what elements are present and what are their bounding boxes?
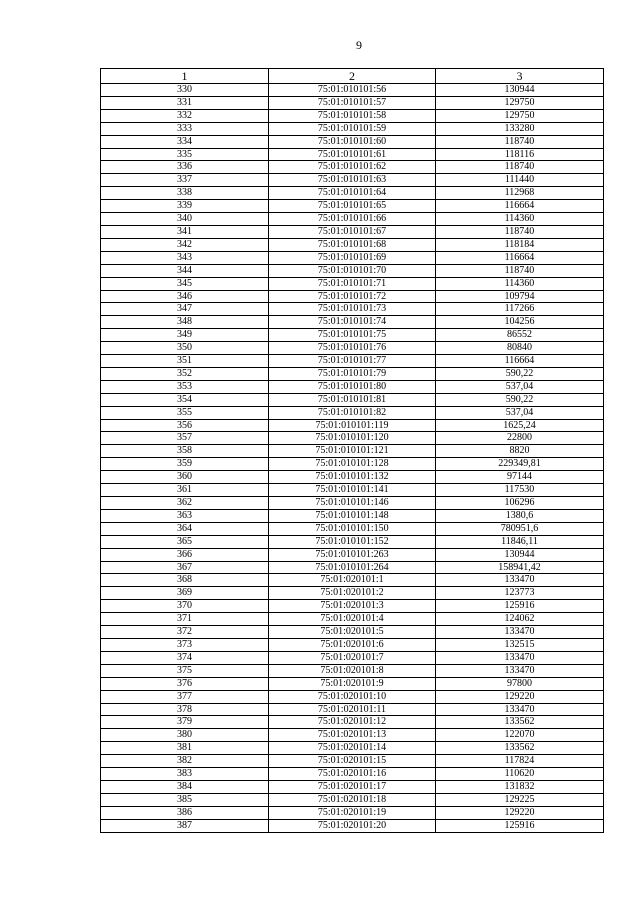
row-number-cell: 340 [101, 213, 269, 226]
value-cell: 118116 [436, 148, 604, 161]
row-number-cell: 383 [101, 768, 269, 781]
cadastral-number-cell: 75:01:020101:2 [269, 587, 436, 600]
cadastral-number-cell: 75:01:020101:1 [269, 574, 436, 587]
table-row [101, 755, 604, 768]
table-row [101, 264, 604, 277]
value-cell: 130944 [436, 548, 604, 561]
row-number-cell: 348 [101, 316, 269, 329]
cadastral-number-cell: 75:01:010101:81 [269, 393, 436, 406]
value-cell: 537,04 [436, 380, 604, 393]
row-number-cell: 344 [101, 264, 269, 277]
table-row [101, 355, 604, 368]
row-number-cell: 333 [101, 122, 269, 135]
cadastral-number-cell: 75:01:010101:74 [269, 316, 436, 329]
row-number-cell: 374 [101, 651, 269, 664]
value-cell: 8820 [436, 445, 604, 458]
value-cell: 130944 [436, 84, 604, 97]
table-row [101, 574, 604, 587]
cadastral-number-cell: 75:01:020101:12 [269, 716, 436, 729]
row-number-cell: 342 [101, 238, 269, 251]
value-cell: 537,04 [436, 406, 604, 419]
value-cell: 590,22 [436, 367, 604, 380]
cadastral-number-cell: 75:01:010101:75 [269, 329, 436, 342]
table-row [101, 664, 604, 677]
row-number-cell: 365 [101, 535, 269, 548]
row-number-cell: 385 [101, 793, 269, 806]
table-row [101, 458, 604, 471]
cadastral-number-cell: 75:01:010101:63 [269, 174, 436, 187]
cadastral-number-cell: 75:01:010101:56 [269, 84, 436, 97]
table-row [101, 703, 604, 716]
cadastral-number-cell: 75:01:010101:152 [269, 535, 436, 548]
value-cell: 118740 [436, 264, 604, 277]
row-number-cell: 355 [101, 406, 269, 419]
value-cell: 80840 [436, 342, 604, 355]
cadastral-number-cell: 75:01:010101:72 [269, 290, 436, 303]
cadastral-number-cell: 75:01:010101:73 [269, 303, 436, 316]
table-row [101, 200, 604, 213]
value-cell: 11846,11 [436, 535, 604, 548]
row-number-cell: 362 [101, 497, 269, 510]
cadastral-number-cell: 75:01:010101:59 [269, 122, 436, 135]
table-row [101, 84, 604, 97]
row-number-cell: 377 [101, 690, 269, 703]
cadastral-number-cell: 75:01:010101:60 [269, 135, 436, 148]
row-number-cell: 372 [101, 626, 269, 639]
value-cell: 125916 [436, 600, 604, 613]
row-number-cell: 360 [101, 471, 269, 484]
table-row [101, 148, 604, 161]
table-body [101, 84, 604, 833]
cadastral-number-cell: 75:01:010101:82 [269, 406, 436, 419]
value-cell: 129225 [436, 793, 604, 806]
value-cell: 106296 [436, 497, 604, 510]
row-number-cell: 359 [101, 458, 269, 471]
value-cell: 133470 [436, 703, 604, 716]
value-cell: 109794 [436, 290, 604, 303]
cadastral-number-cell: 75:01:010101:62 [269, 161, 436, 174]
value-cell: 129750 [436, 96, 604, 109]
table-row [101, 587, 604, 600]
row-number-cell: 334 [101, 135, 269, 148]
cadastral-number-cell: 75:01:010101:264 [269, 561, 436, 574]
table-row [101, 277, 604, 290]
table-row [101, 497, 604, 510]
value-cell: 116664 [436, 355, 604, 368]
table-row [101, 690, 604, 703]
row-number-cell: 349 [101, 329, 269, 342]
row-number-cell: 376 [101, 677, 269, 690]
value-cell: 112968 [436, 187, 604, 200]
row-number-cell: 341 [101, 225, 269, 238]
cadastral-number-cell: 75:01:010101:64 [269, 187, 436, 200]
cadastral-number-cell: 75:01:010101:120 [269, 432, 436, 445]
table-header-row [101, 69, 604, 84]
table-row [101, 806, 604, 819]
table-row [101, 729, 604, 742]
table-row [101, 613, 604, 626]
table-row [101, 535, 604, 548]
value-cell: 129750 [436, 109, 604, 122]
row-number-cell: 379 [101, 716, 269, 729]
table-row [101, 96, 604, 109]
row-number-cell: 331 [101, 96, 269, 109]
value-cell: 229349,81 [436, 458, 604, 471]
table-row [101, 316, 604, 329]
cadastral-number-cell: 75:01:020101:19 [269, 806, 436, 819]
table-row [101, 213, 604, 226]
table-row [101, 716, 604, 729]
table-row [101, 793, 604, 806]
row-number-cell: 367 [101, 561, 269, 574]
cadastral-number-cell: 75:01:010101:77 [269, 355, 436, 368]
row-number-cell: 386 [101, 806, 269, 819]
table-row [101, 742, 604, 755]
table-row [101, 187, 604, 200]
table-row [101, 109, 604, 122]
row-number-cell: 364 [101, 522, 269, 535]
row-number-cell: 330 [101, 84, 269, 97]
row-number-cell: 384 [101, 780, 269, 793]
row-number-cell: 339 [101, 200, 269, 213]
cadastral-number-cell: 75:01:010101:67 [269, 225, 436, 238]
row-number-cell: 368 [101, 574, 269, 587]
cadastral-number-cell: 75:01:020101:13 [269, 729, 436, 742]
table-row [101, 561, 604, 574]
cadastral-number-cell: 75:01:010101:121 [269, 445, 436, 458]
value-cell: 104256 [436, 316, 604, 329]
row-number-cell: 371 [101, 613, 269, 626]
row-number-cell: 353 [101, 380, 269, 393]
value-cell: 122070 [436, 729, 604, 742]
row-number-cell: 382 [101, 755, 269, 768]
cadastral-number-cell: 75:01:010101:132 [269, 471, 436, 484]
row-number-cell: 363 [101, 509, 269, 522]
table-row [101, 419, 604, 432]
value-cell: 110620 [436, 768, 604, 781]
value-cell: 118740 [436, 225, 604, 238]
row-number-cell: 381 [101, 742, 269, 755]
table-row [101, 780, 604, 793]
row-number-cell: 369 [101, 587, 269, 600]
value-cell: 111440 [436, 174, 604, 187]
row-number-cell: 366 [101, 548, 269, 561]
row-number-cell: 378 [101, 703, 269, 716]
value-cell: 129220 [436, 806, 604, 819]
cadastral-number-cell: 75:01:020101:7 [269, 651, 436, 664]
data-table [100, 68, 604, 833]
value-cell: 125916 [436, 819, 604, 832]
row-number-cell: 332 [101, 109, 269, 122]
value-cell: 1380,6 [436, 509, 604, 522]
cadastral-number-cell: 75:01:010101:76 [269, 342, 436, 355]
value-cell: 118740 [436, 135, 604, 148]
table-row [101, 251, 604, 264]
table-row [101, 445, 604, 458]
page-number: 9 [356, 38, 362, 52]
row-number-cell: 347 [101, 303, 269, 316]
cadastral-number-cell: 75:01:010101:70 [269, 264, 436, 277]
value-cell: 133470 [436, 626, 604, 639]
table-row [101, 626, 604, 639]
cadastral-number-cell: 75:01:010101:61 [269, 148, 436, 161]
value-cell: 116664 [436, 200, 604, 213]
value-cell: 1625,24 [436, 419, 604, 432]
cadastral-number-cell: 75:01:010101:148 [269, 509, 436, 522]
value-cell: 129220 [436, 690, 604, 703]
cadastral-number-cell: 75:01:020101:8 [269, 664, 436, 677]
cadastral-number-cell: 75:01:010101:146 [269, 497, 436, 510]
cadastral-number-cell: 75:01:010101:58 [269, 109, 436, 122]
column-header-3: 3 [436, 69, 604, 84]
value-cell: 118184 [436, 238, 604, 251]
value-cell: 780951,6 [436, 522, 604, 535]
cadastral-number-cell: 75:01:010101:71 [269, 277, 436, 290]
column-header-1: 1 [101, 69, 269, 84]
cadastral-number-cell: 75:01:010101:119 [269, 419, 436, 432]
value-cell: 124062 [436, 613, 604, 626]
row-number-cell: 358 [101, 445, 269, 458]
table-row [101, 290, 604, 303]
value-cell: 117824 [436, 755, 604, 768]
cadastral-number-cell: 75:01:010101:57 [269, 96, 436, 109]
table-row [101, 303, 604, 316]
table-row [101, 225, 604, 238]
cadastral-number-cell: 75:01:020101:18 [269, 793, 436, 806]
row-number-cell: 373 [101, 638, 269, 651]
value-cell: 133470 [436, 651, 604, 664]
value-cell: 86552 [436, 329, 604, 342]
cadastral-number-cell: 75:01:010101:68 [269, 238, 436, 251]
row-number-cell: 351 [101, 355, 269, 368]
row-number-cell: 346 [101, 290, 269, 303]
value-cell: 133562 [436, 716, 604, 729]
table-row [101, 677, 604, 690]
table-row [101, 135, 604, 148]
cadastral-number-cell: 75:01:020101:10 [269, 690, 436, 703]
value-cell: 158941,42 [436, 561, 604, 574]
table-row [101, 484, 604, 497]
cadastral-number-cell: 75:01:020101:11 [269, 703, 436, 716]
table-row [101, 406, 604, 419]
value-cell: 114360 [436, 213, 604, 226]
value-cell: 116664 [436, 251, 604, 264]
table-row [101, 174, 604, 187]
table-row [101, 238, 604, 251]
cadastral-number-cell: 75:01:020101:5 [269, 626, 436, 639]
row-number-cell: 370 [101, 600, 269, 613]
value-cell: 22800 [436, 432, 604, 445]
row-number-cell: 337 [101, 174, 269, 187]
row-number-cell: 387 [101, 819, 269, 832]
table-row [101, 380, 604, 393]
row-number-cell: 354 [101, 393, 269, 406]
cadastral-number-cell: 75:01:010101:66 [269, 213, 436, 226]
cadastral-number-cell: 75:01:020101:14 [269, 742, 436, 755]
row-number-cell: 356 [101, 419, 269, 432]
value-cell: 114360 [436, 277, 604, 290]
cadastral-number-cell: 75:01:010101:80 [269, 380, 436, 393]
row-number-cell: 338 [101, 187, 269, 200]
table-row [101, 432, 604, 445]
cadastral-number-cell: 75:01:020101:4 [269, 613, 436, 626]
table-row [101, 122, 604, 135]
cadastral-number-cell: 75:01:010101:141 [269, 484, 436, 497]
table-row [101, 367, 604, 380]
cadastral-number-cell: 75:01:020101:16 [269, 768, 436, 781]
table-row [101, 768, 604, 781]
cadastral-number-cell: 75:01:020101:17 [269, 780, 436, 793]
table-row [101, 638, 604, 651]
row-number-cell: 357 [101, 432, 269, 445]
table-row [101, 819, 604, 832]
value-cell: 133470 [436, 664, 604, 677]
value-cell: 117266 [436, 303, 604, 316]
cadastral-number-cell: 75:01:020101:9 [269, 677, 436, 690]
row-number-cell: 350 [101, 342, 269, 355]
cadastral-number-cell: 75:01:020101:15 [269, 755, 436, 768]
cadastral-number-cell: 75:01:020101:3 [269, 600, 436, 613]
table-row [101, 393, 604, 406]
cadastral-number-cell: 75:01:010101:150 [269, 522, 436, 535]
cadastral-number-cell: 75:01:010101:69 [269, 251, 436, 264]
cadastral-number-cell: 75:01:010101:79 [269, 367, 436, 380]
row-number-cell: 352 [101, 367, 269, 380]
value-cell: 133562 [436, 742, 604, 755]
table-row [101, 329, 604, 342]
table-row [101, 548, 604, 561]
value-cell: 590,22 [436, 393, 604, 406]
row-number-cell: 343 [101, 251, 269, 264]
value-cell: 131832 [436, 780, 604, 793]
cadastral-number-cell: 75:01:010101:263 [269, 548, 436, 561]
cadastral-number-cell: 75:01:020101:6 [269, 638, 436, 651]
column-header-2: 2 [269, 69, 436, 84]
row-number-cell: 375 [101, 664, 269, 677]
cadastral-number-cell: 75:01:020101:20 [269, 819, 436, 832]
row-number-cell: 380 [101, 729, 269, 742]
value-cell: 132515 [436, 638, 604, 651]
value-cell: 117530 [436, 484, 604, 497]
cadastral-number-cell: 75:01:010101:65 [269, 200, 436, 213]
value-cell: 97144 [436, 471, 604, 484]
row-number-cell: 335 [101, 148, 269, 161]
value-cell: 97800 [436, 677, 604, 690]
row-number-cell: 361 [101, 484, 269, 497]
table-row [101, 651, 604, 664]
value-cell: 133470 [436, 574, 604, 587]
table-row [101, 161, 604, 174]
table-row [101, 471, 604, 484]
table-row [101, 600, 604, 613]
value-cell: 118740 [436, 161, 604, 174]
table-row [101, 522, 604, 535]
row-number-cell: 345 [101, 277, 269, 290]
value-cell: 133280 [436, 122, 604, 135]
row-number-cell: 336 [101, 161, 269, 174]
table-row [101, 509, 604, 522]
table-row [101, 342, 604, 355]
value-cell: 123773 [436, 587, 604, 600]
cadastral-number-cell: 75:01:010101:128 [269, 458, 436, 471]
